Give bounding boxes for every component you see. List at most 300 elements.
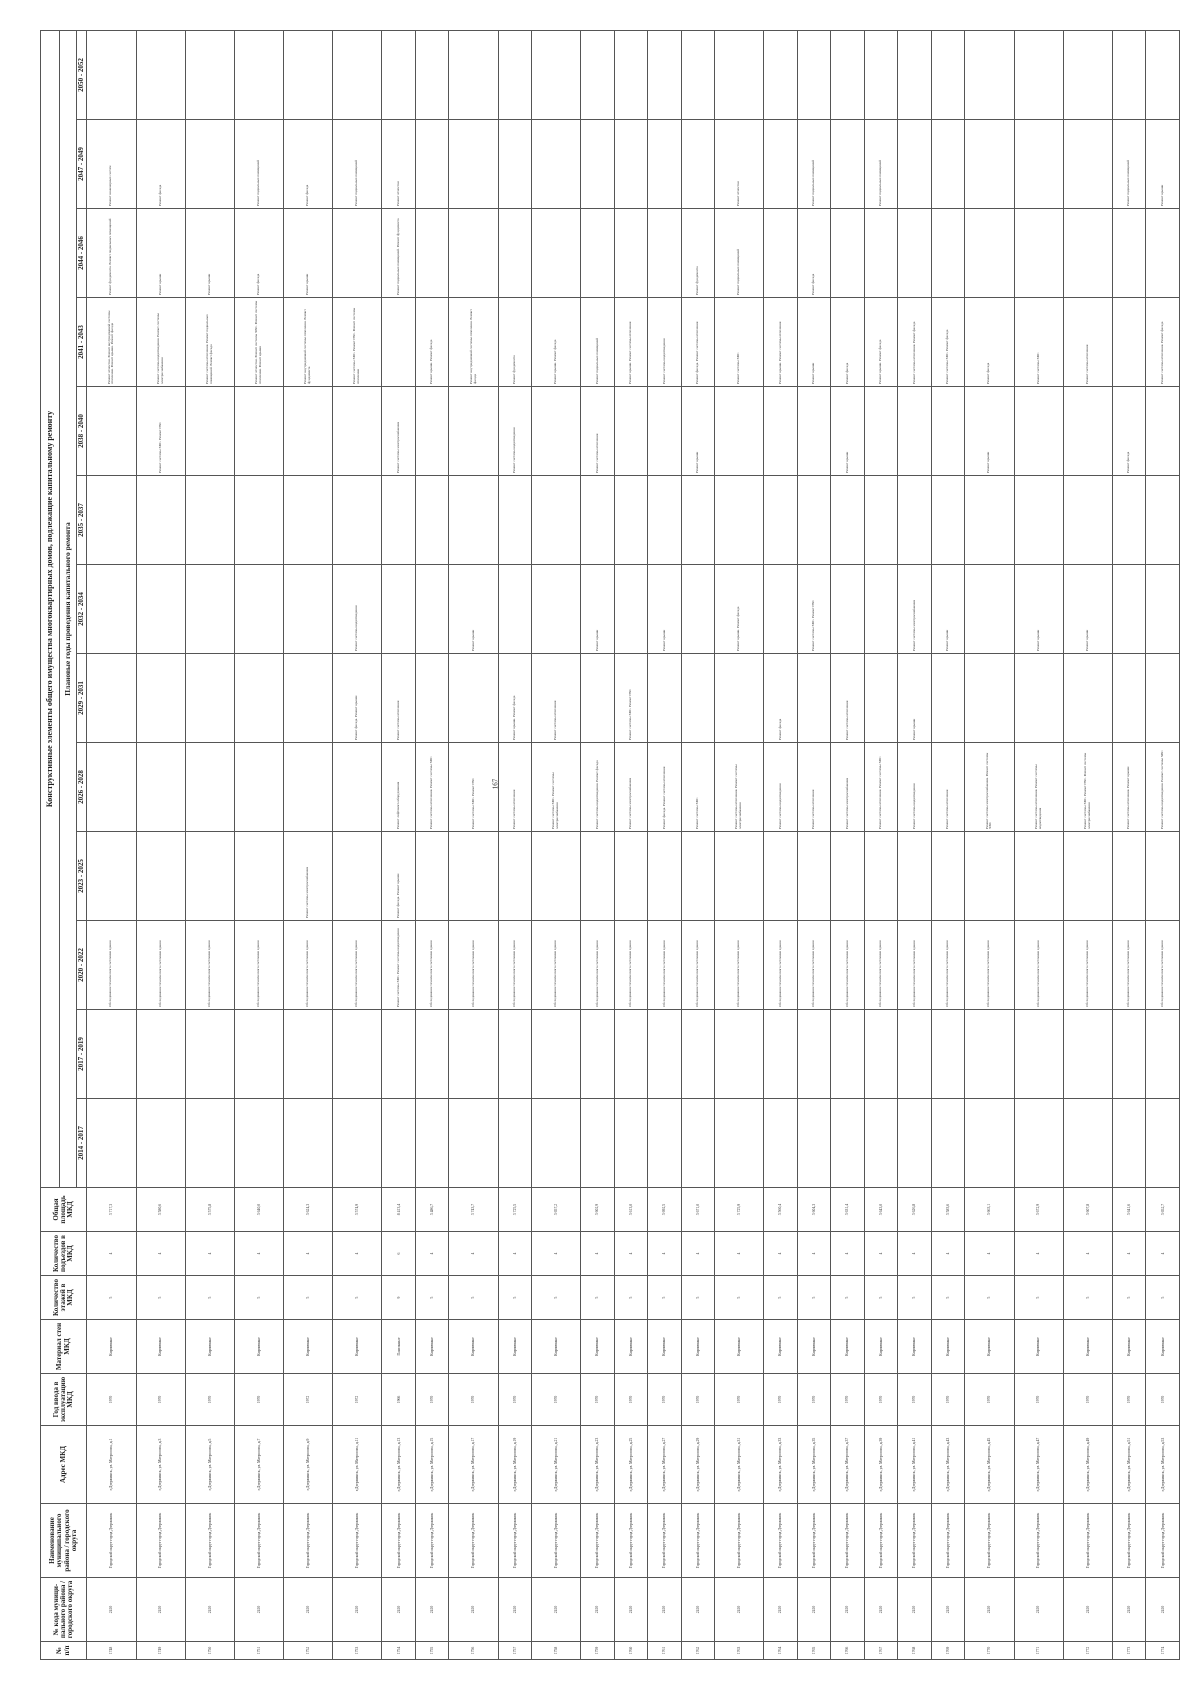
commission-year-cell: 1972	[333, 1374, 382, 1426]
period-work-cell: Ремонт подвальных помещений	[715, 209, 764, 298]
period-work-cell	[581, 120, 614, 209]
period-work-cell	[965, 832, 1014, 921]
period-work-cell	[831, 120, 864, 209]
period-work-cell	[1112, 832, 1145, 921]
period-work-cell: Ремонт крыши. Ремонт фасада	[532, 298, 581, 387]
municipality-name-cell: Городской округ город Дзержинск	[681, 1504, 714, 1578]
commission-year-cell: 1970	[581, 1374, 614, 1426]
period-work-cell	[864, 30, 897, 119]
municipality-name-cell: Городской округ город Дзержинск	[1014, 1504, 1063, 1578]
period-work-cell: Обследование технического состояния здания	[185, 921, 234, 1010]
municipality-name-cell: Городской округ город Дзержинск	[498, 1504, 531, 1578]
period-work-cell	[415, 654, 448, 743]
period-work-cell: Ремонт системы отопления	[382, 654, 415, 743]
period-work-cell: Ремонт отмостки. Ремонт внутридомовой системы отопления. Ремонт крыши. Ремонт фасада	[87, 298, 136, 387]
period-work-cell	[965, 476, 1014, 565]
period-work-cell: Ремонт отмостки. Ремонт системы ХВС. Ремонт системы отопления. Ремонт крыши	[234, 298, 283, 387]
period-work-cell	[764, 1010, 797, 1099]
entrance-count-cell: 4	[333, 1232, 382, 1276]
period-work-cell	[648, 476, 681, 565]
entrance-count-cell: 4	[715, 1232, 764, 1276]
period-work-cell	[415, 476, 448, 565]
municipality-code-cell: 2410	[415, 1578, 448, 1642]
municipality-name-cell: Городской округ город Дзержинск	[449, 1504, 498, 1578]
period-work-cell	[931, 1010, 964, 1099]
table-row	[1063, 30, 1112, 1659]
period-work-cell	[415, 1010, 448, 1099]
period-work-cell	[931, 209, 964, 298]
period-work-cell	[1063, 476, 1112, 565]
period-work-cell	[532, 30, 581, 119]
commission-year-cell: 1970	[898, 1374, 931, 1426]
col-no-header: № п/п	[41, 1642, 87, 1660]
period-work-cell	[415, 209, 448, 298]
period-work-cell	[715, 1099, 764, 1188]
period-work-cell: Обследование технического состояния здания	[965, 921, 1014, 1010]
table-row	[136, 30, 185, 1659]
row-number-cell: 1764	[764, 1642, 797, 1660]
period-work-cell: Ремонт внутридомовой системы отопления. Ремонт фундамента	[284, 298, 333, 387]
period-work-cell	[498, 565, 531, 654]
entrance-count-cell: 6	[382, 1232, 415, 1276]
row-number-cell: 1770	[965, 1642, 1014, 1660]
floor-count-cell: 5	[185, 1276, 234, 1320]
table-row	[87, 30, 136, 1659]
period-work-cell	[1063, 209, 1112, 298]
page-number: 167	[491, 778, 500, 790]
entrance-count-cell: 4	[532, 1232, 581, 1276]
period-work-cell	[333, 1010, 382, 1099]
total-area-cell: 3 692,5	[648, 1188, 681, 1232]
commission-year-cell: 1970	[1146, 1374, 1180, 1426]
period-work-cell: Ремонт крыши. Ремонт системы отопления	[764, 298, 797, 387]
period-work-cell	[864, 1010, 897, 1099]
commission-year-cell: 1970	[136, 1374, 185, 1426]
total-area-cell: 3 580,6	[136, 1188, 185, 1232]
period-work-cell: Обследование технического состояния здания	[1014, 921, 1063, 1010]
period-work-cell	[648, 1010, 681, 1099]
building-address-cell: г.Дзержинск, ул. Матросова, д.35	[797, 1426, 830, 1504]
period-work-cell	[797, 30, 830, 119]
period-work-cell	[532, 1010, 581, 1099]
period-work-cell: Обследование технического состояния здания	[931, 921, 964, 1010]
period-work-cell: Ремонт крыши	[1063, 565, 1112, 654]
table-row	[185, 30, 234, 1659]
period-work-cell	[831, 1099, 864, 1188]
period-work-cell: Обследование технического состояния здания	[648, 921, 681, 1010]
period-work-cell	[498, 120, 531, 209]
total-area-cell: 3 602,9	[581, 1188, 614, 1232]
period-work-cell	[532, 1099, 581, 1188]
period-work-cell	[1014, 30, 1063, 119]
floor-count-cell: 5	[1014, 1276, 1063, 1320]
entrance-count-cell: 4	[1146, 1232, 1180, 1276]
period-work-cell	[1146, 1010, 1180, 1099]
period-work-cell	[797, 1010, 830, 1099]
period-work-cell	[87, 743, 136, 832]
municipality-code-cell: 2410	[185, 1578, 234, 1642]
wall-material-cell: Кирпичные	[1014, 1320, 1063, 1374]
period-work-cell: Ремонт крыши	[185, 209, 234, 298]
period-work-cell	[864, 387, 897, 476]
building-address-cell: г.Дзержинск, ул. Матросова, д.13	[382, 1426, 415, 1504]
total-area-cell: 3 607,8	[1063, 1188, 1112, 1232]
period-work-cell	[284, 743, 333, 832]
period-work-cell: Ремонт системы водоотведения	[333, 565, 382, 654]
period-work-cell	[532, 565, 581, 654]
period-work-cell	[234, 832, 283, 921]
period-work-cell	[498, 30, 531, 119]
period-work-cell	[185, 387, 234, 476]
entrance-count-cell: 4	[764, 1232, 797, 1276]
floor-count-cell: 5	[965, 1276, 1014, 1320]
floor-count-cell: 9	[382, 1276, 415, 1320]
period-work-cell: Обследование технического состояния здания	[532, 921, 581, 1010]
period-work-cell: Ремонт крыши	[136, 209, 185, 298]
period-work-cell	[614, 565, 647, 654]
period-work-cell: Обследование технического состояния здания	[415, 921, 448, 1010]
period-work-cell	[931, 120, 964, 209]
entrance-count-cell: 4	[449, 1232, 498, 1276]
period-work-cell	[136, 1099, 185, 1188]
table-row	[1146, 30, 1180, 1659]
period-work-cell	[614, 387, 647, 476]
period-work-cell: Ремонт крыши	[965, 387, 1014, 476]
building-address-cell: г.Дзержинск, ул. Матросова, д.37	[831, 1426, 864, 1504]
period-work-cell	[648, 1099, 681, 1188]
period-work-cell	[382, 476, 415, 565]
period-work-cell	[797, 832, 830, 921]
period-work-cell: Ремонт системы электроснабжения	[382, 387, 415, 476]
period-work-cell	[498, 832, 531, 921]
period-work-cell	[532, 832, 581, 921]
period-work-cell: Ремонт фасада	[965, 298, 1014, 387]
floor-count-cell: 5	[1112, 1276, 1145, 1320]
table-row	[1014, 30, 1063, 1659]
period-work-cell	[1014, 476, 1063, 565]
municipality-code-cell: 2410	[449, 1578, 498, 1642]
period-work-cell	[415, 832, 448, 921]
table-row	[284, 30, 333, 1659]
period-work-cell	[449, 832, 498, 921]
entrance-count-cell: 4	[614, 1232, 647, 1276]
period-work-cell: Ремонт фасада. Ремонт системы отопления	[648, 743, 681, 832]
period-work-cell	[715, 476, 764, 565]
total-area-cell: 3 671,0	[681, 1188, 714, 1232]
period-work-cell	[715, 1010, 764, 1099]
municipality-code-cell: 2410	[864, 1578, 897, 1642]
municipality-name-cell: Городской округ город Дзержинск	[715, 1504, 764, 1578]
period-work-cell	[931, 30, 964, 119]
municipality-code-cell: 2410	[681, 1578, 714, 1642]
period-work-cell: Ремонт системы ХВС	[681, 743, 714, 832]
period-work-cell	[136, 565, 185, 654]
total-area-cell: 3 604,3	[797, 1188, 830, 1232]
period-work-cell: Ремонт фасада	[1112, 387, 1145, 476]
commission-year-cell: 1966	[382, 1374, 415, 1426]
period-work-cell: Ремонт крыши	[898, 654, 931, 743]
period-work-cell	[1014, 120, 1063, 209]
wall-material-cell: Кирпичные	[136, 1320, 185, 1374]
commission-year-cell: 1970	[532, 1374, 581, 1426]
wall-material-cell: Кирпичные	[87, 1320, 136, 1374]
period-work-cell: Ремонт крыши	[931, 565, 964, 654]
period-work-cell: Ремонт крыши	[449, 565, 498, 654]
period-work-cell: Ремонт системы водоотведения	[498, 387, 531, 476]
period-work-cell	[136, 476, 185, 565]
building-address-cell: г.Дзержинск, ул. Матросова, д.53	[1146, 1426, 1180, 1504]
period-work-cell: Ремонт крыши. Ремонт фасада	[498, 654, 531, 743]
period-work-cell: Обследование технического состояния здания	[1146, 921, 1180, 1010]
period-work-cell	[1014, 1010, 1063, 1099]
wall-material-cell: Кирпичные	[234, 1320, 283, 1374]
period-work-cell	[931, 832, 964, 921]
period-work-cell: Обследование технического состояния здания	[614, 921, 647, 1010]
period-header: 2014 - 2017	[77, 1099, 87, 1188]
period-work-cell	[87, 832, 136, 921]
period-work-cell	[614, 1099, 647, 1188]
row-number-cell: 1772	[1063, 1642, 1112, 1660]
row-number-cell: 1750	[185, 1642, 234, 1660]
wall-material-cell: Кирпичные	[764, 1320, 797, 1374]
entrance-count-cell: 4	[931, 1232, 964, 1276]
row-number-cell: 1751	[234, 1642, 283, 1660]
period-work-cell: Ремонт подвальных помещений	[234, 120, 283, 209]
municipality-code-cell: 2410	[715, 1578, 764, 1642]
commission-year-cell: 1970	[234, 1374, 283, 1426]
period-work-cell: Ремонт системы электроснабжения	[614, 743, 647, 832]
period-work-cell	[284, 654, 333, 743]
table-row	[764, 30, 797, 1659]
period-header: 2020 - 2022	[77, 921, 87, 1010]
period-work-cell: Ремонт крыши	[1146, 120, 1180, 209]
period-work-cell: Ремонт системы отопления	[532, 654, 581, 743]
period-header: 2038 - 2040	[77, 387, 87, 476]
floor-count-cell: 5	[415, 1276, 448, 1320]
period-work-cell: Ремонт системы отопления. Ремонт фасада	[898, 298, 931, 387]
period-work-cell	[931, 654, 964, 743]
table-row	[648, 30, 681, 1659]
col-address-header: Адрес МКД	[41, 1426, 87, 1504]
building-address-cell: г.Дзержинск, ул. Матросова, д.23	[581, 1426, 614, 1504]
period-work-cell	[1063, 654, 1112, 743]
commission-year-cell: 1970	[931, 1374, 964, 1426]
period-work-cell	[1063, 387, 1112, 476]
municipality-code-cell: 2410	[136, 1578, 185, 1642]
period-work-cell	[234, 476, 283, 565]
period-work-cell	[764, 120, 797, 209]
period-work-cell: Ремонт фасада	[831, 298, 864, 387]
period-work-cell	[415, 565, 448, 654]
period-work-cell	[1063, 120, 1112, 209]
total-area-cell: 3 672,9	[1014, 1188, 1063, 1232]
table-row	[898, 30, 931, 1659]
row-number-cell: 1749	[136, 1642, 185, 1660]
period-header: 2041 - 2043	[77, 298, 87, 387]
period-work-cell	[333, 832, 382, 921]
wall-material-cell: Кирпичные	[1146, 1320, 1180, 1374]
period-work-cell	[382, 1010, 415, 1099]
municipality-code-cell: 2410	[931, 1578, 964, 1642]
total-area-cell: 3 743,7	[449, 1188, 498, 1232]
entrance-count-cell: 4	[498, 1232, 531, 1276]
period-work-cell	[681, 1010, 714, 1099]
period-work-cell	[1063, 1010, 1112, 1099]
municipality-name-cell: Городской округ город Дзержинск	[614, 1504, 647, 1578]
building-address-cell: г.Дзержинск, ул. Матросова, д.31	[715, 1426, 764, 1504]
period-work-cell: Обследование технического состояния здания	[87, 921, 136, 1010]
entrance-count-cell: 4	[234, 1232, 283, 1276]
period-work-cell: Ремонт подвальных помещений	[1112, 120, 1145, 209]
period-work-cell	[648, 387, 681, 476]
wall-material-cell: Кирпичные	[449, 1320, 498, 1374]
building-address-cell: г.Дзержинск, ул. Матросова, д.1	[87, 1426, 136, 1504]
period-work-cell	[185, 565, 234, 654]
wall-material-cell: Кирпичные	[614, 1320, 647, 1374]
period-work-cell	[581, 476, 614, 565]
period-work-cell	[931, 476, 964, 565]
period-work-cell	[614, 30, 647, 119]
commission-year-cell: 1970	[965, 1374, 1014, 1426]
total-area-cell: 3 575,8	[185, 1188, 234, 1232]
col-year-header: Год ввода в эксплуатацию МКД	[41, 1374, 87, 1426]
period-work-cell	[234, 743, 283, 832]
period-work-cell	[581, 209, 614, 298]
entrance-count-cell: 4	[284, 1232, 333, 1276]
period-work-cell	[284, 476, 333, 565]
period-work-cell	[234, 1010, 283, 1099]
period-work-cell	[898, 387, 931, 476]
table-row	[715, 30, 764, 1659]
period-work-cell: Ремонт крыши	[681, 387, 714, 476]
building-address-cell: г.Дзержинск, ул. Матросова, д.39	[864, 1426, 897, 1504]
period-work-cell: Ремонт системы отопления	[931, 743, 964, 832]
period-work-cell: Ремонт системы ХВС	[715, 298, 764, 387]
period-work-cell	[1014, 654, 1063, 743]
row-number-cell: 1761	[648, 1642, 681, 1660]
building-address-cell: г.Дзержинск, ул. Матросова, д.19	[498, 1426, 531, 1504]
period-work-cell: Обследование технического состояния здания	[1063, 921, 1112, 1010]
period-work-cell	[284, 1010, 333, 1099]
period-work-cell: Обследование технического состояния здания	[234, 921, 283, 1010]
building-address-cell: г.Дзержинск, ул. Матросова, д.15	[415, 1426, 448, 1504]
period-work-cell	[614, 832, 647, 921]
municipality-code-cell: 2410	[648, 1578, 681, 1642]
row-number-cell: 1754	[382, 1642, 415, 1660]
period-work-cell: Обследование технического состояния здания	[831, 921, 864, 1010]
period-work-cell: Ремонт подвальных помещений	[581, 298, 614, 387]
total-area-cell: 3 560,4	[764, 1188, 797, 1232]
period-work-cell	[87, 387, 136, 476]
period-work-cell: Ремонт системы отопления	[581, 387, 614, 476]
row-number-cell: 1757	[498, 1642, 531, 1660]
period-work-cell: Обследование технического состояния здания	[715, 921, 764, 1010]
wall-material-cell: Кирпичные	[333, 1320, 382, 1374]
period-work-cell	[1112, 1010, 1145, 1099]
entrance-count-cell: 4	[1112, 1232, 1145, 1276]
period-work-cell	[87, 1010, 136, 1099]
period-work-cell	[614, 209, 647, 298]
municipality-code-cell: 2410	[382, 1578, 415, 1642]
total-area-cell: 3 613,0	[614, 1188, 647, 1232]
row-number-cell: 1758	[532, 1642, 581, 1660]
table-row	[581, 30, 614, 1659]
period-header: 2029 - 2031	[77, 654, 87, 743]
period-work-cell	[136, 832, 185, 921]
period-work-cell	[1112, 30, 1145, 119]
building-address-cell: г.Дзержинск, ул. Матросова, д.27	[648, 1426, 681, 1504]
period-work-cell: Обследование технического состояния здания	[1112, 921, 1145, 1010]
commission-year-cell: 1970	[764, 1374, 797, 1426]
total-area-cell: 3 652,7	[1146, 1188, 1180, 1232]
wall-material-cell: Кирпичные	[831, 1320, 864, 1374]
period-header: 2050 - 2052	[77, 30, 87, 119]
period-work-cell	[449, 387, 498, 476]
row-number-cell: 1774	[1146, 1642, 1180, 1660]
floor-count-cell: 5	[681, 1276, 714, 1320]
period-work-cell	[965, 120, 1014, 209]
municipality-name-cell: Городской округ город Дзержинск	[87, 1504, 136, 1578]
period-work-cell	[965, 209, 1014, 298]
period-work-cell: Ремонт системы водоотведения	[898, 743, 931, 832]
period-work-cell	[1112, 654, 1145, 743]
period-work-cell	[136, 1010, 185, 1099]
period-work-cell	[415, 120, 448, 209]
period-work-cell	[136, 743, 185, 832]
period-work-cell	[831, 832, 864, 921]
col-material-header: Материал стен МКД	[41, 1320, 87, 1374]
period-work-cell	[864, 654, 897, 743]
period-work-cell: Ремонт фасада	[234, 209, 283, 298]
municipality-name-cell: Городской округ город Дзержинск	[797, 1504, 830, 1578]
period-work-cell: Обследование технического состояния здания	[136, 921, 185, 1010]
period-work-cell: Ремонт системы электроснабжения	[831, 743, 864, 832]
period-work-cell	[681, 30, 714, 119]
building-address-cell: г.Дзержинск, ул. Матросова, д.29	[681, 1426, 714, 1504]
entrance-count-cell: 4	[1014, 1232, 1063, 1276]
municipality-code-cell: 2410	[1014, 1578, 1063, 1642]
wall-material-cell: Кирпичные	[648, 1320, 681, 1374]
period-work-cell	[581, 1010, 614, 1099]
period-work-cell: Ремонт крыши	[284, 209, 333, 298]
period-header: 2023 - 2025	[77, 832, 87, 921]
commission-year-cell: 1970	[1063, 1374, 1112, 1426]
table-row	[681, 30, 714, 1659]
period-work-cell: Ремонт подвальных помещений. Ремонт фундамента	[382, 209, 415, 298]
period-work-cell: Обследование технического состояния здания	[498, 921, 531, 1010]
building-address-cell: г.Дзержинск, ул. Матросова, д.7	[234, 1426, 283, 1504]
entrance-count-cell: 4	[797, 1232, 830, 1276]
entrance-count-cell: 4	[136, 1232, 185, 1276]
period-work-cell	[1063, 832, 1112, 921]
period-work-cell: Ремонт системы ХВС. Ремонт ГВС	[797, 565, 830, 654]
period-work-cell: Ремонт системы отопления. Ремонт системы ХВС	[864, 743, 897, 832]
period-work-cell	[1063, 1099, 1112, 1188]
period-work-cell	[614, 1010, 647, 1099]
total-area-cell: 3 624,3	[284, 1188, 333, 1232]
period-work-cell: Ремонт фасада. Ремонт крыши	[333, 654, 382, 743]
entrance-count-cell: 4	[898, 1232, 931, 1276]
period-work-cell	[1014, 1099, 1063, 1188]
period-work-cell: Ремонт крыши	[797, 298, 830, 387]
period-work-cell	[715, 387, 764, 476]
commission-year-cell: 1970	[185, 1374, 234, 1426]
period-work-cell	[284, 1099, 333, 1188]
period-work-cell	[831, 565, 864, 654]
period-work-cell: Ремонт системы отопления. Ремонт системы водоотведения	[1014, 743, 1063, 832]
building-address-cell: г.Дзержинск, ул. Матросова, д.3	[136, 1426, 185, 1504]
entrance-count-cell: 4	[864, 1232, 897, 1276]
